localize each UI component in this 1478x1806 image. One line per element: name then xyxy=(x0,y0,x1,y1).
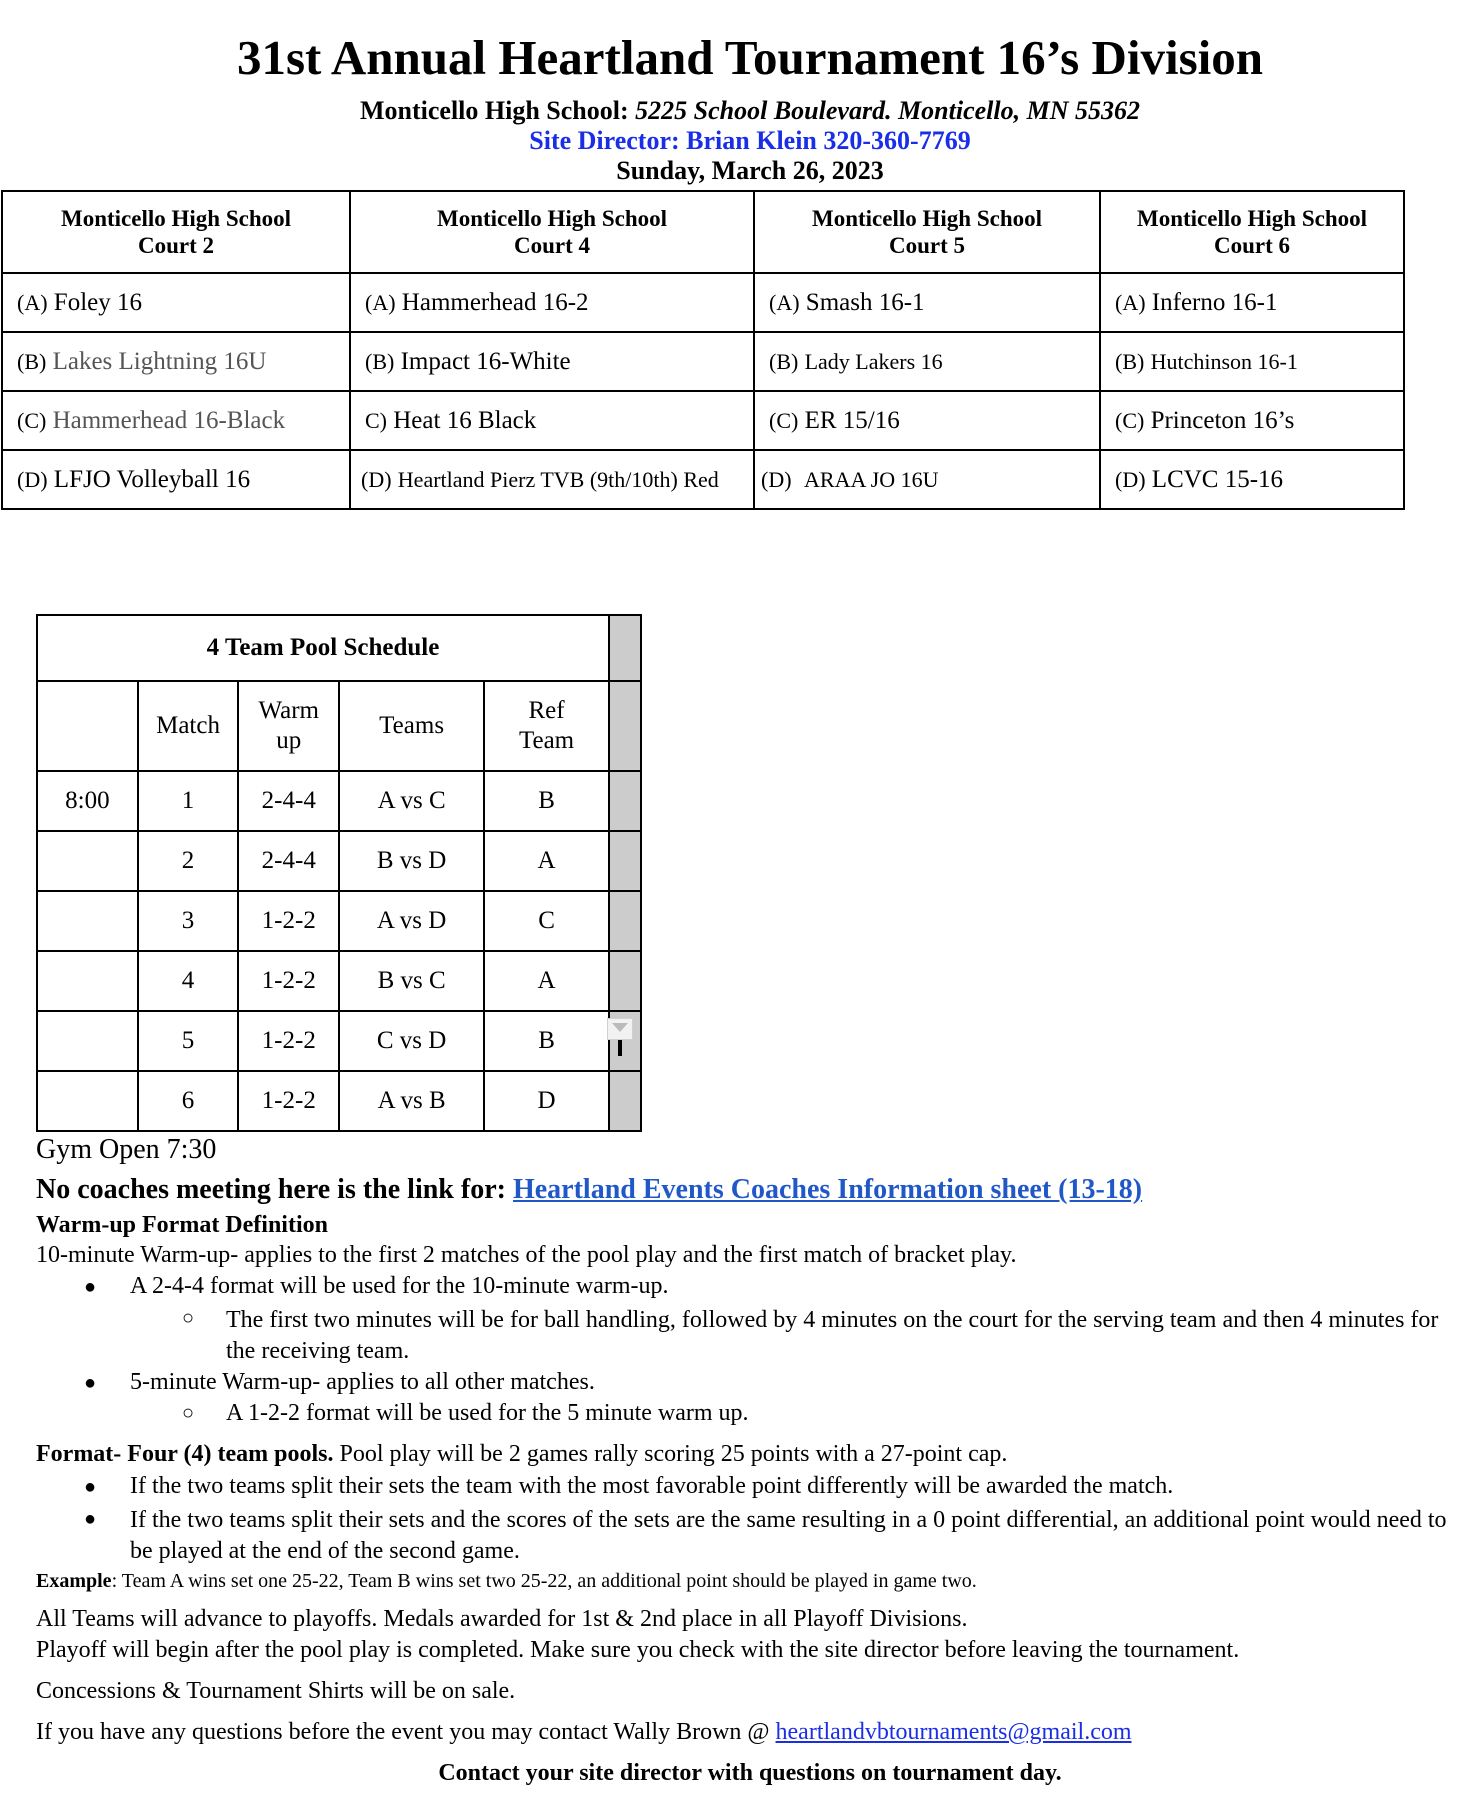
court-number: Court 5 xyxy=(888,233,966,258)
team-cell: (D) ARAA JO 16U xyxy=(754,450,1100,509)
team-cell: (B) Lady Lakers 16 xyxy=(754,332,1100,391)
time-cell xyxy=(37,891,138,951)
team-cell: (D) LCVC 15-16 xyxy=(1100,450,1404,509)
time-cell xyxy=(37,951,138,1011)
team-cell: (A) Hammerhead 16-2 xyxy=(350,273,754,332)
teams-cell: B vs C xyxy=(339,951,484,1011)
warmup-bullet-2: 5-minute Warm-up- applies to all other matches. xyxy=(130,1369,595,1395)
team-name: Smash 16-1 xyxy=(805,288,925,316)
court-header xyxy=(754,191,1100,273)
ref-cell: C xyxy=(484,891,609,951)
site-director: Site Director: Brian Klein 320-360-7769 xyxy=(529,126,971,155)
match-cell: 4 xyxy=(138,951,239,1011)
pool-schedule-title: 4 Team Pool Schedule xyxy=(37,615,609,681)
sub-bullet-icon: ○ xyxy=(182,1307,195,1329)
table-row xyxy=(37,771,641,831)
warmup-bullet-1: A 2-4-4 format will be used for the 10-minute warm-up. xyxy=(130,1273,669,1299)
shaded-column xyxy=(609,615,641,681)
team-cell: C) Heat 16 Black xyxy=(350,391,754,450)
contact-prefix: If you have any questions before the event you may contact Wally Brown @ xyxy=(36,1719,776,1745)
team-name: Foley 16 xyxy=(53,288,142,316)
contact-email-link[interactable]: heartlandvbtournaments@gmail.com xyxy=(775,1719,1132,1745)
format-bold: Format- Four (4) team pools. xyxy=(36,1441,334,1467)
teams-cell: B vs D xyxy=(339,831,484,891)
team-cell: (C) ER 15/16 xyxy=(754,391,1100,450)
bullet-icon: ● xyxy=(84,1508,97,1530)
table-row xyxy=(37,1071,641,1131)
team-cell: (A) Smash 16-1 xyxy=(754,273,1100,332)
team-name: Inferno 16-1 xyxy=(1151,288,1278,316)
warmup-cell: 1-2-2 xyxy=(238,951,339,1011)
example-line xyxy=(36,1570,977,1593)
table-row xyxy=(37,1011,641,1071)
team-name: Hutchinson 16-1 xyxy=(1150,348,1298,374)
format-rest: Pool play will be 2 games rally scoring 25 points with a 27-point cap. xyxy=(333,1441,1008,1467)
match-cell: 1 xyxy=(138,771,239,831)
bullet-icon: ● xyxy=(84,1476,97,1498)
example-rest: : Team A wins set one 25-22, Team B wins set two 25-22, an additional point should be played in game two. xyxy=(111,1570,977,1592)
ref-cell: D xyxy=(484,1071,609,1131)
teams-cell: A vs B xyxy=(339,1071,484,1131)
team-name: Hammerhead 16-2 xyxy=(401,288,589,316)
format-bullet-1: If the two teams split their sets the team with the most favorable point differently will be awarded the match. xyxy=(130,1473,1174,1499)
cursor-bar xyxy=(618,1040,622,1056)
format-line xyxy=(36,1441,1007,1468)
warmup-cell: 1-2-2 xyxy=(238,1071,339,1131)
team-cell: (D) Heartland Pierz TVB (9th/10th) Red xyxy=(350,450,754,509)
school-address-line xyxy=(0,96,1478,126)
team-name: Heat 16 Black xyxy=(393,406,537,434)
ref-cell: B xyxy=(484,1011,609,1071)
warmup-cell: 2-4-4 xyxy=(238,831,339,891)
page-title: 31st Annual Heartland Tournament 16’s Division xyxy=(236,30,1264,85)
warmup-cell: 1-2-2 xyxy=(238,1011,339,1071)
time-header xyxy=(37,681,138,771)
team-name: Lady Lakers 16 xyxy=(804,348,943,374)
team-cell: (B) Lakes Lightning 16U xyxy=(2,332,350,391)
team-cell: (C) Princeton 16’s xyxy=(1100,391,1404,450)
concessions-text: Concessions & Tournament Shirts will be on sale. xyxy=(36,1678,516,1704)
warmup-cell: 2-4-4 xyxy=(238,771,339,831)
court-school: Monticello High School xyxy=(61,206,291,231)
time-cell xyxy=(37,1071,138,1131)
court-school: Monticello High School xyxy=(437,206,667,231)
team-name: Hammerhead 16-Black xyxy=(52,406,286,434)
dropdown-arrow-icon[interactable] xyxy=(607,1018,633,1040)
shaded-column xyxy=(609,681,641,771)
court-header xyxy=(1100,191,1404,273)
bullet-icon: ● xyxy=(84,1276,97,1298)
shaded-column xyxy=(609,1071,641,1131)
coaches-prefix: No coaches meeting here is the link for: xyxy=(36,1174,506,1205)
bullet-icon: ● xyxy=(84,1372,97,1394)
court-school: Monticello High School xyxy=(812,206,1042,231)
table-row xyxy=(37,831,641,891)
teams-cell: C vs D xyxy=(339,1011,484,1071)
team-cell: (A) Inferno 16-1 xyxy=(1100,273,1404,332)
table-row xyxy=(37,951,641,1011)
table-row xyxy=(37,891,641,951)
sub-bullet-icon: ○ xyxy=(182,1402,195,1424)
advance-text: All Teams will advance to playoffs. Medals awarded for 1st & 2nd place in all Playoff Divisions. xyxy=(36,1606,968,1632)
court-number: Court 6 xyxy=(1213,233,1291,258)
ref-cell: A xyxy=(484,951,609,1011)
contact-line xyxy=(36,1719,1132,1746)
warmup-bullet-2a: A 1-2-2 format will be used for the 5 minute warm up. xyxy=(226,1400,749,1426)
team-cell: (A) Foley 16 xyxy=(2,273,350,332)
time-cell xyxy=(37,831,138,891)
coaches-meeting-line xyxy=(36,1174,1142,1206)
ref-header: Ref Team xyxy=(484,681,609,771)
time-cell xyxy=(37,1011,138,1071)
match-cell: 6 xyxy=(138,1071,239,1131)
example-bold: Example xyxy=(36,1570,112,1592)
site-director-note: Contact your site director with questions on tournament day. xyxy=(438,1760,1062,1786)
team-name: ER 15/16 xyxy=(804,406,900,434)
team-name: Impact 16-White xyxy=(400,347,571,375)
court-school: Monticello High School xyxy=(1137,206,1367,231)
teams-cell: A vs C xyxy=(339,771,484,831)
team-cell: (C) Hammerhead 16-Black xyxy=(2,391,350,450)
team-name: Heartland Pierz TVB (9th/10th) Red xyxy=(397,466,719,492)
court-number: Court 2 xyxy=(137,233,215,258)
team-name: Lakes Lightning 16U xyxy=(52,347,267,375)
ref-cell: B xyxy=(484,771,609,831)
warmup-title: Warm-up Format Definition xyxy=(36,1212,328,1238)
court-header xyxy=(350,191,754,273)
warmup-cell: 1-2-2 xyxy=(238,891,339,951)
shaded-column xyxy=(609,891,641,951)
court-header xyxy=(2,191,350,273)
team-cell: (D) LFJO Volleyball 16 xyxy=(2,450,350,509)
match-cell: 2 xyxy=(138,831,239,891)
team-cell: (B) Impact 16-White xyxy=(350,332,754,391)
time-cell: 8:00 xyxy=(37,771,138,831)
warmup-bullet-1a: The first two minutes will be for ball handling, followed by 4 minutes on the court for the serving team and then 4 minutes for the receiving team. xyxy=(226,1307,1439,1364)
teams-cell: A vs D xyxy=(339,891,484,951)
warmup-10-text: 10-minute Warm-up- applies to the first 2 matches of the pool play and the first match of bracket play. xyxy=(36,1242,1017,1268)
school-name: Monticello High School: xyxy=(359,96,629,125)
gym-open: Gym Open 7:30 xyxy=(36,1134,217,1165)
shaded-column xyxy=(609,771,641,831)
teams-header: Teams xyxy=(339,681,484,771)
coaches-info-link[interactable]: Heartland Events Coaches Information sheet (13-18) xyxy=(512,1174,1143,1205)
format-bullet-2: If the two teams split their sets and the scores of the sets are the same resulting in a 0 point differential, an additional point would need to be played at the end of the second game. xyxy=(130,1507,1447,1564)
team-cell: (B) Hutchinson 16-1 xyxy=(1100,332,1404,391)
team-name: LCVC 15-16 xyxy=(1151,465,1284,493)
school-address: 5225 School Boulevard. Monticello, MN 55362 xyxy=(635,96,1141,125)
shaded-column xyxy=(609,951,641,1011)
team-name: Princeton 16’s xyxy=(1150,406,1295,434)
warmup-header: Warm up xyxy=(238,681,339,771)
team-name: ARAA JO 16U xyxy=(804,466,939,492)
pool-schedule-table xyxy=(36,614,642,1132)
playoff-text: Playoff will begin after the pool play is completed. Make sure you check with the site director before leaving the tournament. xyxy=(36,1637,1240,1663)
match-cell: 3 xyxy=(138,891,239,951)
ref-cell: A xyxy=(484,831,609,891)
court-number: Court 4 xyxy=(513,233,591,258)
team-name: LFJO Volleyball 16 xyxy=(53,465,251,493)
court-assignments-table xyxy=(1,190,1405,510)
match-cell: 5 xyxy=(138,1011,239,1071)
match-header: Match xyxy=(138,681,239,771)
shaded-column xyxy=(609,831,641,891)
event-date: Sunday, March 26, 2023 xyxy=(616,156,884,185)
